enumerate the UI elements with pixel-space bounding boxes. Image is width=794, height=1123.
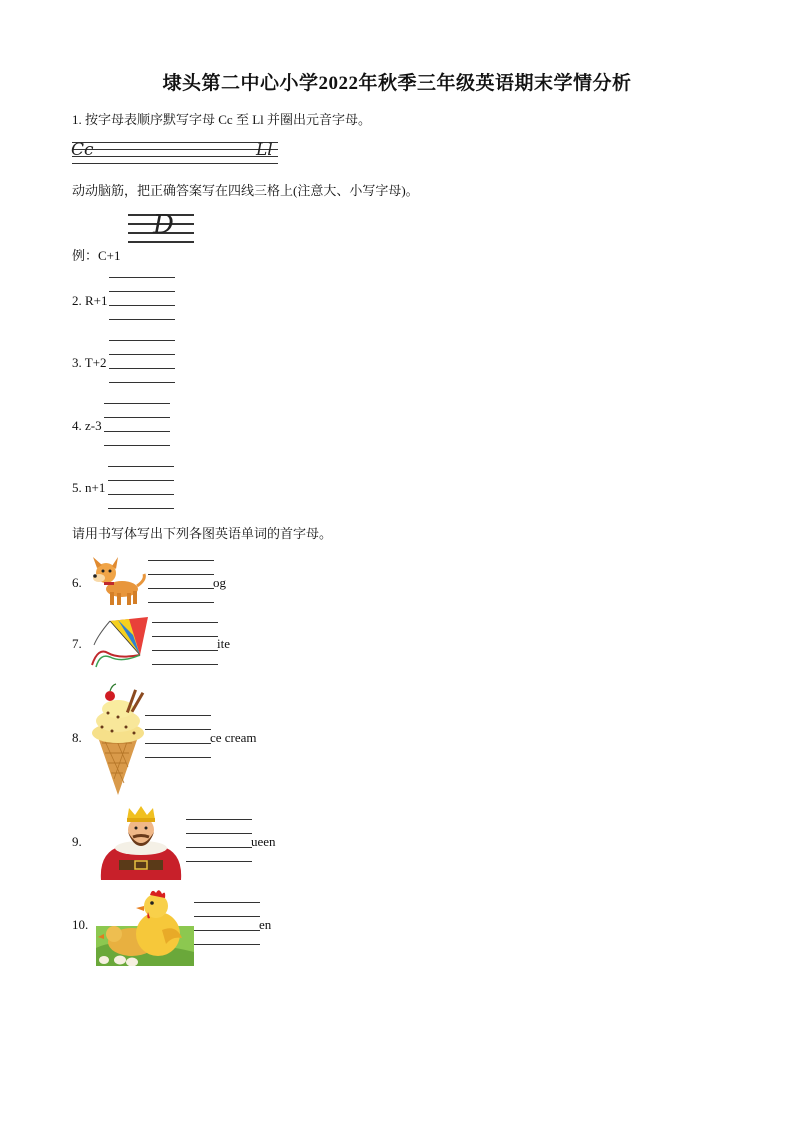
- q1-writing-lines[interactable]: [72, 140, 278, 166]
- question-3: 3. T+2: [72, 355, 107, 370]
- answer-lines-2[interactable]: [109, 277, 175, 321]
- kite-icon: [88, 615, 152, 669]
- example-answer: D: [153, 210, 174, 240]
- dog-icon: [86, 556, 150, 608]
- word-suffix-9: ueen: [251, 834, 276, 849]
- word-suffix-7: ite: [217, 636, 230, 651]
- question-4: 4. z-3: [72, 418, 102, 433]
- answer-lines-6[interactable]: [148, 560, 214, 604]
- answer-lines-5[interactable]: [108, 466, 174, 510]
- hen-icon: [96, 888, 194, 966]
- section2-instruction: 动动脑筋，把正确答案写在四线三格上(注意大、小写字母)。: [72, 183, 419, 198]
- question-10-number: 10.: [72, 917, 89, 932]
- answer-lines-3[interactable]: [109, 340, 175, 384]
- q1-instruction: 1. 按字母表顺序默写字母 Cc 至 Ll 并圈出元音字母。: [72, 112, 371, 127]
- question-2: 2. R+1: [72, 293, 108, 308]
- question-8-number: 8.: [72, 730, 82, 745]
- word-suffix-8: ce cream: [210, 730, 257, 745]
- answer-lines-10[interactable]: [194, 902, 260, 946]
- word-suffix-6: og: [213, 575, 226, 590]
- question-7-number: 7.: [72, 636, 82, 651]
- word-suffix-10: en: [259, 917, 272, 932]
- q1-end-letters: Ll: [256, 140, 273, 160]
- example-label: 例：C+1: [72, 248, 121, 263]
- answer-lines-8[interactable]: [145, 715, 211, 759]
- question-5: 5. n+1: [72, 480, 106, 495]
- answer-lines-7[interactable]: [152, 622, 218, 666]
- question-9-number: 9.: [72, 834, 82, 849]
- answer-lines-4[interactable]: [104, 403, 170, 447]
- answer-lines-9[interactable]: [186, 819, 252, 863]
- section3-instruction: 请用书写体写出下列各图英语单词的首字母。: [72, 526, 333, 541]
- question-6-number: 6.: [72, 575, 82, 590]
- q1-start-letters: Cc: [71, 140, 94, 160]
- page-title: 埭头第二中心小学2022年秋季三年级英语期末学情分析: [162, 73, 632, 94]
- ice-cream-icon: [88, 683, 148, 797]
- king-icon: [97, 806, 185, 882]
